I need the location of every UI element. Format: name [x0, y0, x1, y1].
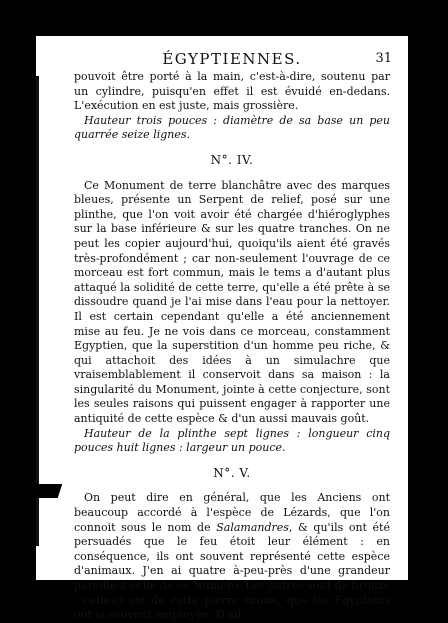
salamandres-term: Salamandres [216, 520, 289, 534]
page-header [72, 50, 392, 72]
section-iv-paragraph: Ce Monument de terre blanchâtre avec des marques bleues, présente un Serpent de relief, posé sur une plinthe, que l'on voit avoir été chargée d'hiéroglyphes sur la base inférieure & sur les quatre tranches. On ne peut les copier aujourd'hui, quoiqu'ils aient été gravés très-profondément ; car non-seulement l'ouvrage de ce morceau est fort commun, mais le tems a d'autant plus attaqué la solidité de cette terre, qu'elle a été prête à se dissoudre quand je l'ai mise dans l'eau pour la nettoyer. Il est certain cependant qu'elle a été anciennement mise au feu. Je ne vois dans ce morceau, constamment Egyptien, que la superstition d'un homme peu riche, & qui attachoit des idées à un simulachre que vraisemblablement il conservoit dans sa maison : la singularité du Monument, jointe à cette conjecture, sont les seules raisons qui puissent engager à rapporter une antiquité de cette espèce & d'un aussi mauvais goût. [74, 178, 390, 426]
book-page [36, 36, 408, 622]
intro-dimensions: Hauteur trois pouces : diamètre de sa base un peu quarrée seize lignes. [74, 113, 390, 142]
section-heading-v: N°. V. [213, 465, 251, 480]
section-heading-iv: N°. IV. [210, 152, 254, 167]
section-iv-dimensions: Hauteur de la plinthe sept lignes : longueur cinq pouces huit lignes : largeur un pouce. [74, 426, 390, 455]
intro-paragraph: pouvoit être porté à la main, c'est-à-dire, soutenu par un cylindre, puisqu'en effet il est évuidé en-dedans. L'exécution en est juste, mais grossière. [74, 70, 390, 113]
page-number: 31 [375, 51, 392, 66]
running-title: ÉGYPTIENNES. [162, 50, 302, 68]
page-binding-edge [36, 76, 39, 546]
margin-ink-mark [32, 484, 63, 498]
page-body [74, 70, 390, 623]
section-v-text-b: , & qu'ils ont été persuadés que le feu étoit leur élément : en conséquence, ils ont souvent représenté cette espèce d'animaux. J'en ai quatre à-peu-près d'une grandeur pareille à celle de ce Numéro. Les autres sont de bronze : celle-ci est de cette pierre brune, que les Egyptiens ont si souvent employée. D'ail- [74, 520, 390, 622]
section-v-text-a: On peut dire en général, que les Anciens ont beaucoup accordé à l'espèce de Lézards, que l'on connoit sous le nom de [74, 491, 390, 534]
section-v-paragraph [74, 491, 390, 622]
